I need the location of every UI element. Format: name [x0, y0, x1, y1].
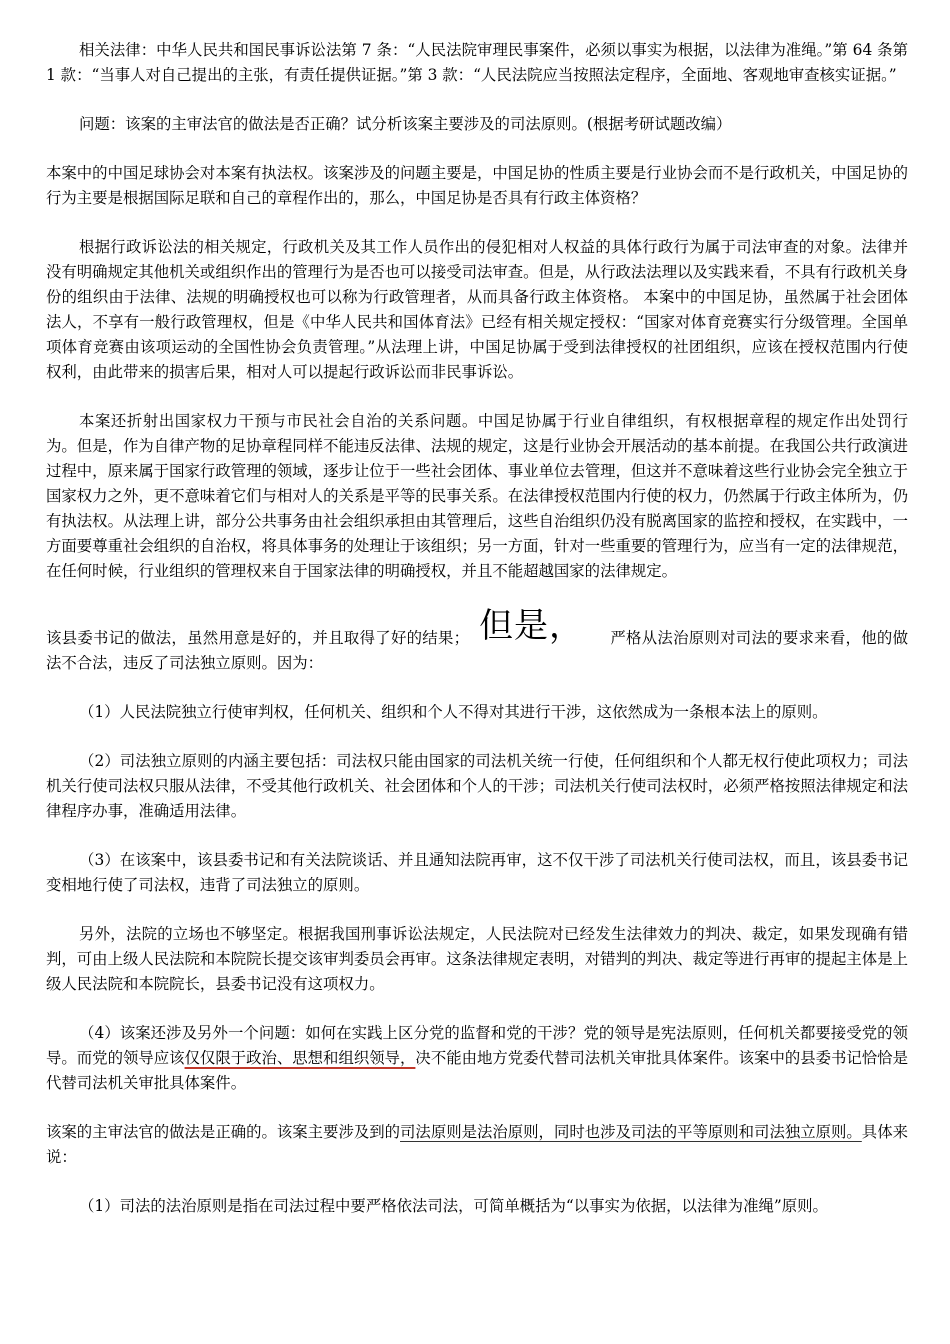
conclusion-text-a: 该案的主审法官的做法是正确的。该案主要涉及到的	[46, 1123, 401, 1141]
analysis-paragraph-2: 根据行政诉讼法的相关规定，行政机关及其工作人员作出的侵犯相对人权益的具体行政行为属于司法审查的对象。法律并没有明确规定其他机关或组织作出的管理行为是否也可以接受司法审查。但是，从行政法法理以及实践来看，不具有行政机关身份的组织由于法律、法规的明确授权也可以称为行政管理者，从而具备行政主体资格。 本案中的中国足协，虽然属于社会团体法人，不享有一般行政管理权，但是《中华人民共和国体育法》已经有相关规定授权：“国家对体育竞赛实行分级管理。全国单项体育竞赛由该项运动的全国性协会负责管理。”从法理上讲，中国足协属于受到法律授权的社团组织，应该在授权范围内行使权利，由此带来的损害后果，相对人可以提起行政诉讼而非民事诉讼。	[46, 238, 908, 381]
point-1-paragraph: （1）人民法院独立行使审判权，任何机关、组织和个人不得对其进行干涉，这依然成为一条根本法上的原则。	[79, 703, 828, 721]
rule-of-law-paragraph: （1）司法的法治原则是指在司法过程中要严格依法司法，可简单概括为“以事实为依据，以法律为准绳”原则。	[79, 1197, 828, 1215]
underlined-judicial-principles: 司法原则是法治原则，同时也涉及司法的平等原则和司法独立原则。	[400, 1123, 862, 1141]
analysis-paragraph-1: 本案中的中国足球协会对本案有执法权。该案涉及的问题主要是，中国足协的性质主要是行业协会而不是行政机关，中国足协的行为主要是根据国际足联和自己的章程作出的，那么，中国足协是否具有行政主体资格？	[46, 164, 908, 207]
analysis-paragraph-3: 本案还折射出国家权力干预与市民社会自治的关系问题。中国足协属于行业自律组织，有权根据章程的规定作出处罚行为。但是，作为自律产物的足协章程同样不能违反法律、法规的规定，这是行业协会开展活动的基本前提。在我国公共行政演进过程中，原来属于国家行政管理的领域，逐步让位于一些社会团体、事业单位去管理，但这并不意味着这些行业协会完全独立于国家权力之外，更不意味着它们与相对人的关系是平等的民事关系。在法律授权范围内行使的权力，仍然属于行政主体所为，仍有执法权。从法理上讲，部分公共事务由社会组织承担由其管理后，这些自治组织仍没有脱离国家的监控和授权，在实践中，一方面要尊重社会组织的自治权，将具体事务的处理让于该组织；另一方面，针对一些重要的管理行为，应当有一定的法律规范，在任何时候，行业组织的管理权来自于国家法律的明确授权，并且不能超越国家的法律规定。	[46, 412, 908, 580]
point-4-paragraph	[46, 1021, 908, 1096]
court-position-paragraph: 另外，法院的立场也不够坚定。根据我国刑事诉讼法规定，人民法院对已经发生法律效力的判决、裁定，如果发现确有错判，可由上级人民法院和本院院长提交该审判委员会再审。这条法律规定表明，对错判的判决、裁定等进行再审的提起主体是上级人民法院和本院院长，县委书记没有这项权力。	[46, 925, 908, 993]
point-4-text-b: 决不能由地方党委代替司法机关审批具体案件。该案中的县委书记恰恰是代替司法机关审批具体案件。	[46, 1049, 908, 1092]
county-secretary-paragraph	[46, 606, 908, 676]
underlined-party-leadership: 仅仅限于政治、思想和组织领导，	[184, 1049, 416, 1067]
point-2-paragraph: （2）司法独立原则的内涵主要包括：司法权只能由国家的司法机关统一行使，任何组织和个人都无权行使此项权力；司法机关行使司法权只服从法律，不受其他行政机关、社会团体和个人的干涉；司法机关行使司法权时，必须严格按照法律规定和法律程序办事，准确适用法律。	[46, 752, 908, 820]
conclusion-text-b: 具体来说：	[46, 1123, 908, 1166]
emphasis-but: 但是，	[479, 606, 585, 646]
question-paragraph: 问题：该案的主审法官的做法是否正确？试分析该案主要涉及的司法原则。(根据考研试题改编）	[79, 115, 732, 133]
conclusion-paragraph	[46, 1120, 908, 1170]
county-secretary-text-a: 该县委书记的做法，虽然用意是好的，并且取得了好的结果；	[46, 629, 470, 647]
document-page	[46, 38, 908, 1219]
county-secretary-text-b: 严格从法治原则对司法的要求来看，他的做法不合法，违反了司法独立原则。因为：	[46, 629, 908, 672]
related-law-paragraph: 相关法律：中华人民共和国民事诉讼法第 7 条：“人民法院审理民事案件，必须以事实为根据，以法律为准绳。”第 64 条第 1 款：“当事人对自己提出的主张，有责任提供证据。”第 3 款：“人民法院应当按照法定程序，全面地、客观地审查核实证据。”	[46, 41, 908, 84]
point-4-text-a: （4）该案还涉及另外一个问题：如何在实践上区分党的监督和党的干涉？党的领导是宪法原则，任何机关都要接受党的领导。而党的领导应该	[46, 1024, 908, 1067]
point-3-paragraph: （3）在该案中，该县委书记和有关法院谈话、并且通知法院再审，这不仅干涉了司法机关行使司法权，而且，该县委书记变相地行使了司法权，违背了司法独立的原则。	[46, 851, 908, 894]
